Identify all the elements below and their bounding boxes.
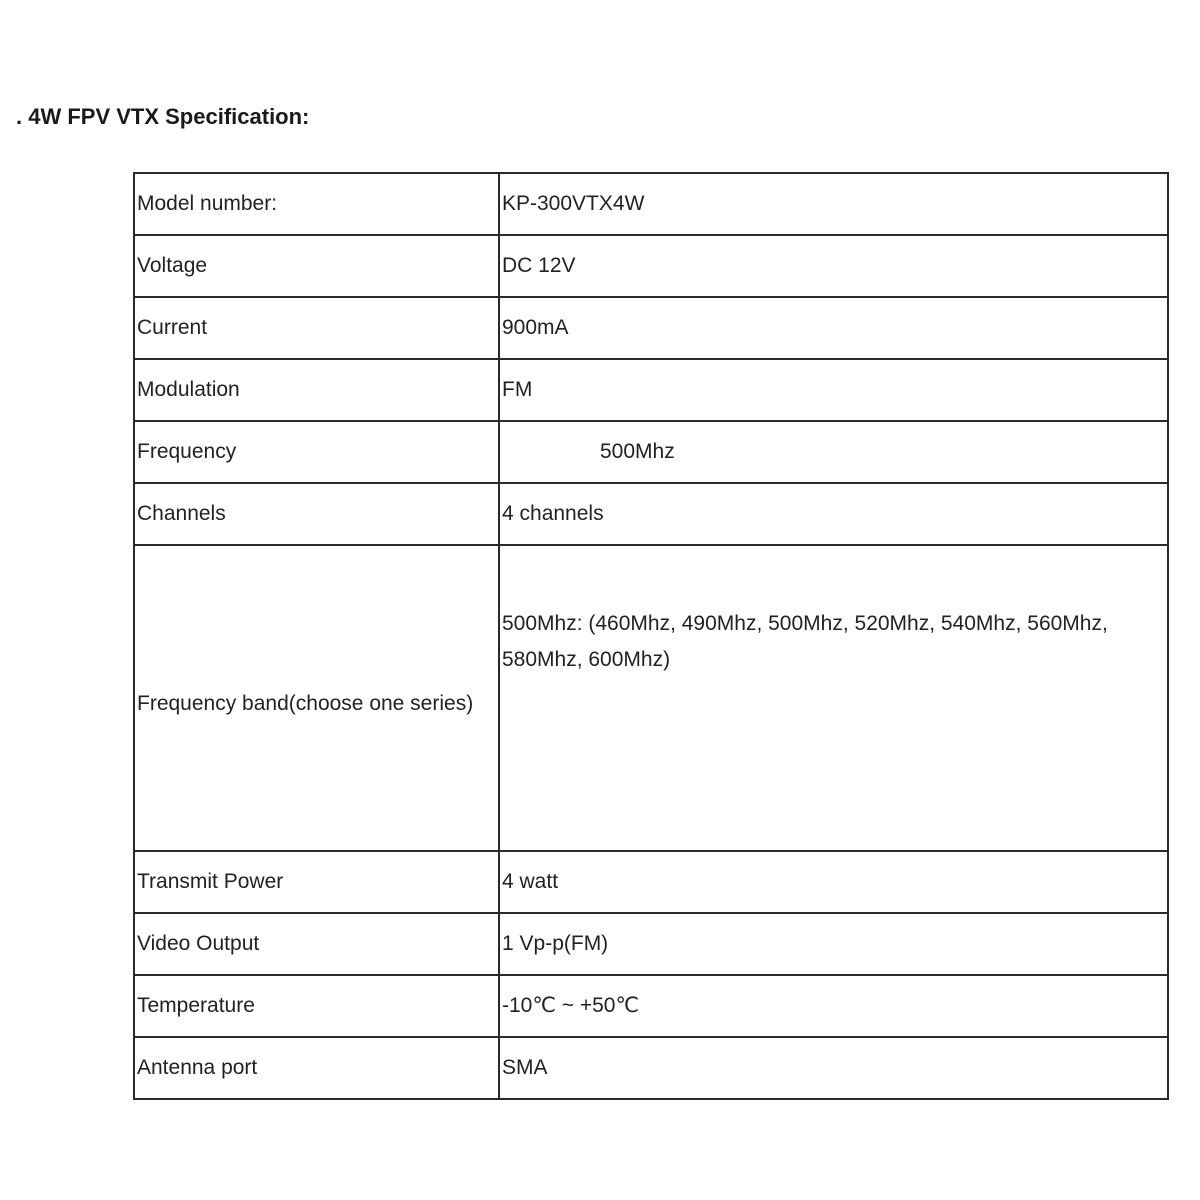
spec-label: Antenna port — [134, 1037, 499, 1099]
spec-label: Frequency — [134, 421, 499, 483]
spec-label: Temperature — [134, 975, 499, 1037]
spec-label: Transmit Power — [134, 851, 499, 913]
table-row — [134, 851, 1168, 913]
table-row — [134, 913, 1168, 975]
spec-label: Video Output — [134, 913, 499, 975]
table-row — [134, 483, 1168, 545]
table-row — [134, 173, 1168, 235]
spec-value: 500Mhz: (460Mhz, 490Mhz, 500Mhz, 520Mhz, 540Mhz, 560Mhz, 580Mhz, 600Mhz) — [499, 545, 1168, 851]
spec-value: SMA — [499, 1037, 1168, 1099]
spec-label: Voltage — [134, 235, 499, 297]
spec-value: 4 channels — [499, 483, 1168, 545]
table-row — [134, 545, 1168, 851]
table-row — [134, 421, 1168, 483]
table-row — [134, 297, 1168, 359]
page-title: . 4W FPV VTX Specification: — [16, 104, 310, 129]
spec-value: 500Mhz — [499, 421, 1168, 483]
spec-label: Channels — [134, 483, 499, 545]
spec-table — [133, 172, 1169, 1100]
spec-label: Model number: — [134, 173, 499, 235]
spec-value: -10℃ ~ +50℃ — [499, 975, 1168, 1037]
table-row — [134, 975, 1168, 1037]
spec-value: 1 Vp-p(FM) — [499, 913, 1168, 975]
spec-label: Modulation — [134, 359, 499, 421]
spec-value: 4 watt — [499, 851, 1168, 913]
spec-value: FM — [499, 359, 1168, 421]
spec-value: 900mA — [499, 297, 1168, 359]
spec-value: KP-300VTX4W — [499, 173, 1168, 235]
table-row — [134, 1037, 1168, 1099]
spec-value: DC 12V — [499, 235, 1168, 297]
spec-label: Frequency band(choose one series) — [134, 545, 499, 851]
table-row — [134, 359, 1168, 421]
table-row — [134, 235, 1168, 297]
spec-label: Current — [134, 297, 499, 359]
